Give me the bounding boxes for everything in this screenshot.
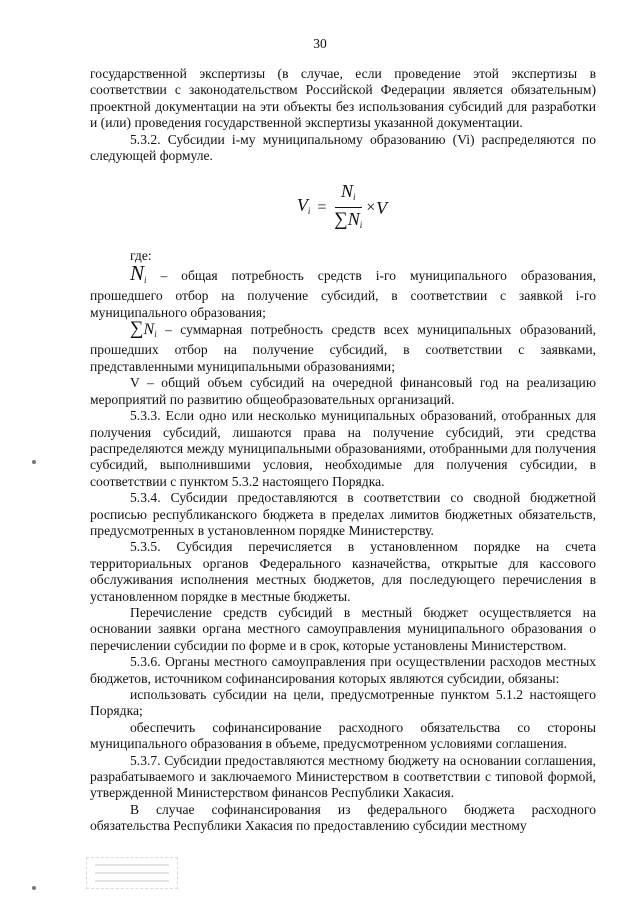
paragraph: Перечисление средств субсидий в местный бюджет осуществляется на основании заявки органа местного самоуправления муниципального образования о перечислении субсидии по форме и в срок, которые установлены Министерством. xyxy=(90,604,596,653)
definition-sum-ni: $\sum N_i$ – суммарная потребность средств всех муниципальных образований, прошедших отбор на получение субсидий, в соответствии с заявками, представленными муниципальными образованиями; xyxy=(90,318,596,374)
faint-stamp xyxy=(86,857,178,889)
definition-ni: $N_i$ – общая потребность средств i-го муниципального образования, прошедшего отбор на получение субсидий, в соответствии с заявкой i-го муниципального образования; xyxy=(90,260,596,320)
formula-rhs: V xyxy=(376,198,388,219)
paragraph: обеспечить софинансирование расходного обязательства со стороны муниципального образования в объеме, предусмотренном условиями соглашения. xyxy=(90,719,596,752)
formula-numerator: $N_i$ xyxy=(335,181,362,208)
formula-denominator: $\sum N_i$ xyxy=(334,208,363,230)
where-label: где: xyxy=(130,248,152,264)
paragraph: 5.3.2. Субсидии i-му муниципальному образованию (Vi) распределяются по следующей формуле. xyxy=(90,131,596,164)
paragraph: 5.3.3. Если одно или несколько муниципальных образований, отобранных для получения субсидий, лишаются права на получение субсидий, эти средства распределяются между муниципальными образованиями, отобранными для получения субсидий, выполнившими условия, необходимые для получения субсидии, в соответствии с пунктом 5.3.2 настоящего Порядка. xyxy=(90,408,596,489)
paragraph: использовать субсидии на цели, предусмотренные пунктом 5.1.2 настоящего Порядка; xyxy=(90,687,596,719)
sum-ni-symbol: $\sum N_i$ xyxy=(130,318,157,340)
paragraph: В случае софинансирования из федерального бюджета расходного обязательства Республики Хакасия по предоставлению субсидии местному xyxy=(90,801,596,834)
paragraph: 5.3.7. Субсидии предоставляются местному бюджету на основании соглашения, разрабатываемого и заключаемого Министерством в соответствии с типовой формой, утвержденной Министерством финансов Республики Хакасия. xyxy=(90,752,596,801)
distribution-formula: $V_i$ = $\frac{N_i}{\sum N_i}$ × V xyxy=(90,178,596,238)
scan-mark xyxy=(32,886,36,890)
paragraph: V – общий объем субсидий на очередной финансовый год на реализацию мероприятий по развитию общеобразовательных организаций. xyxy=(90,375,596,407)
formula-operator: × xyxy=(365,199,377,217)
paragraph: 5.3.6. Органы местного самоуправления при осуществлении расходов местных бюджетов, источником софинансирования которых являются субсидии, обязаны: xyxy=(90,654,596,686)
formula-fraction xyxy=(334,181,362,236)
paragraph: 5.3.5. Субсидия перечисляется в установленном порядке на счета территориальных органов Федерального казначейства, открытые для кассового обслуживания исполнения местных бюджетов, для последующего перечисления в установленном порядке в местные бюджеты. xyxy=(90,539,596,604)
paragraph: государственной экспертизы (в случае, если проведение этой экспертизы в соответствии с законодательством Российской Федерации является обязательным) проектной документации на эти объекты без использования субсидий для разработки и (или) проведения государственной экспертизы указанной документации. xyxy=(90,66,596,131)
page-number: 30 xyxy=(313,36,327,51)
paragraph: 5.3.4. Субсидии предоставляются в соответствии со сводной бюджетной росписью республиканского бюджета в пределах лимитов бюджетных обязательств, предусмотренных в установленном порядке Министерству. xyxy=(90,490,596,538)
scan-mark xyxy=(32,460,36,464)
document-body xyxy=(90,66,596,835)
formula-lhs: $V_i$ xyxy=(296,195,311,217)
ni-symbol: $N_i$ xyxy=(130,260,147,285)
